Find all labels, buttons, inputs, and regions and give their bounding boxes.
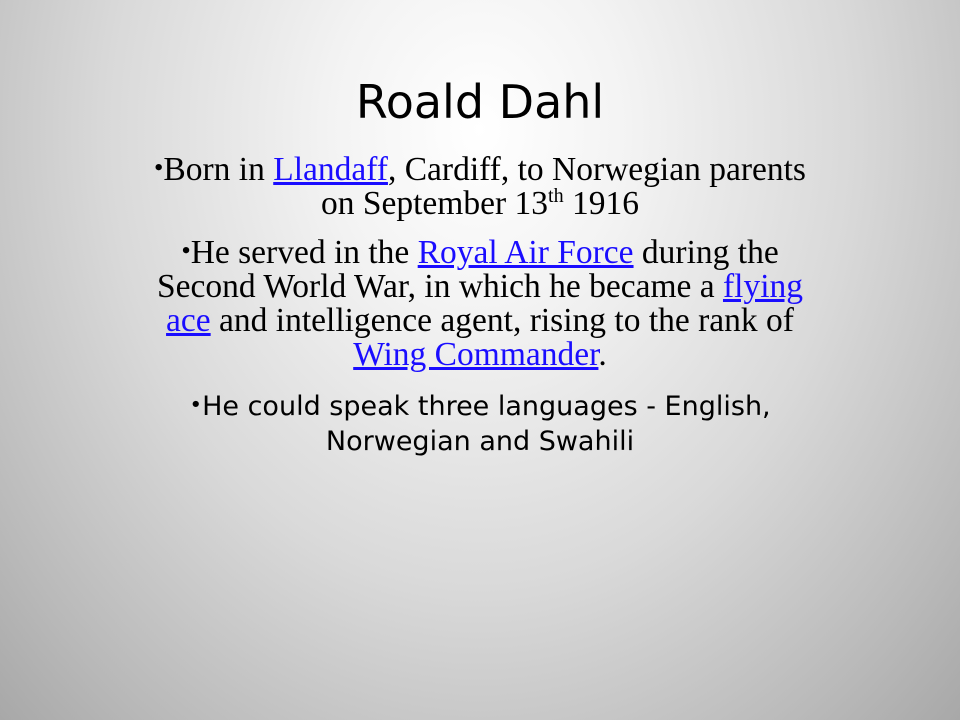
bullet-languages-text: He could speak three languages - English, Norwegian and Swahili [202,391,771,458]
bullet-dot: • [189,393,203,419]
bullet-service-text-4: . [598,336,607,374]
bullet-service-text-1: He served in the [190,234,418,272]
slide-title: Roald Dahl [355,75,605,129]
ordinal-superscript: th [548,184,564,207]
bullet-dot: • [181,235,191,266]
slide-body [150,150,810,471]
bullet-birth [150,150,810,221]
bullet-service [150,233,810,372]
bullet-dot: • [154,152,164,182]
bullet-service-text-3: and intelligence agent, rising to the rank of [210,302,794,340]
bullet-birth-text-2: , Cardiff, to Norwegian parents on September 13 [320,151,806,223]
llandaff-link[interactable]: Llandaff [273,151,388,189]
flying-ace-link[interactable]: flying ace [166,268,804,340]
royal-air-force-link[interactable]: Royal Air Force [417,234,634,272]
bullet-service-text-2: during the Second World War, in which he became a [156,234,779,306]
bullet-languages [150,388,810,459]
bullet-birth-text-1: Born in [163,151,274,189]
wing-commander-link[interactable]: Wing Commander [353,336,599,374]
bullet-birth-text-3: 1916 [563,185,640,223]
